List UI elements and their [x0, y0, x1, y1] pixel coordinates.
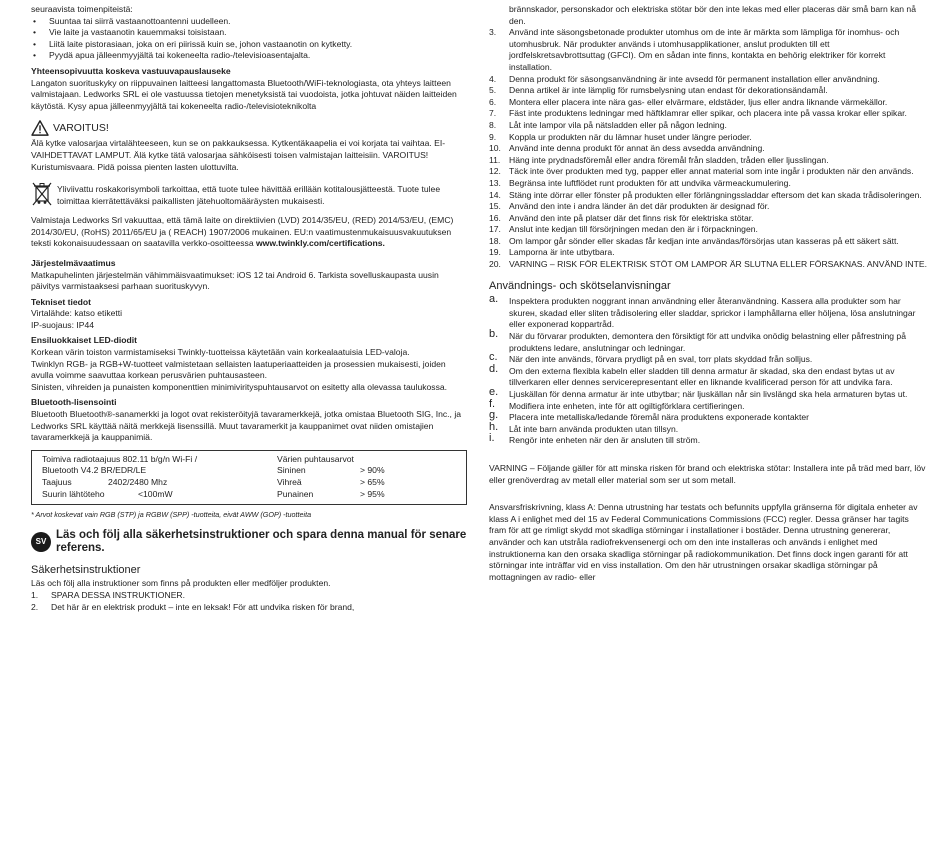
intro-text: seuraavista toimenpiteistä: — [31, 4, 133, 14]
list-item: 8. Låt inte lampor vila på nätsladden eller på någon ledning. — [489, 119, 727, 130]
crossed-bin-icon — [31, 181, 53, 207]
tech-line-1: Virtalähde: katso etiketti — [31, 308, 123, 319]
footnote: * Arvot koskevat vain RGB (STP) ja RGBW (SPP) -tuotteita, eivät AWW (GOP) -tuotteita — [31, 510, 312, 520]
list-item: • Pyydä apua jälleenmyyjältä tai kokeneelta radio-/televisioasentajalta. — [31, 50, 467, 62]
list-item: 14. Stäng inte dörrar eller fönster på produkten eller förlängningssladdar eftersom det kan skada trådisoleringen. — [489, 189, 922, 200]
care-list — [489, 293, 927, 447]
safety-title: Säkerhetsinstruktioner — [31, 563, 141, 576]
compat-text: Langaton suorituskyky on riippuvainen laitteesi langattomasta Bluetooth/WiFi-teknologiasta, ota yhteys laitteen valmistajaan. Ledworks SRL ei ole vastuussa tietojen menetyksistä tai vuodoista, jotka johtuvat näiden laitteiden käytöstä. Kysy apua jälleenmyyjältä tai kokeneelta radio-/televisioteknikolta — [31, 77, 457, 111]
compat-title: Yhteensopivuutta koskeva vastuuvapauslauseke — [31, 65, 231, 76]
radio-line-2: Bluetooth V4.2 BR/EDR/LE — [42, 465, 147, 476]
list-item: i. Rengör inte enheten när den är ansluten till ström. — [489, 432, 701, 446]
weee-block — [31, 181, 467, 207]
safety-intro: Läs och följ alla instruktioner som finns på produkten eller medföljer produkten. — [31, 578, 331, 589]
list-item: • Suuntaa tai siirrä vastaanottoantenni uudelleen. — [31, 16, 467, 28]
warning-title: VAROITUS! — [53, 121, 109, 134]
sysreq-text: Matkapuhelinten järjestelmän vähimmäisvaatimukset: iOS 12 tai Android 6. Tarkista sovelluskaupasta uusin päivitys varmistaaksesi parhaan suorituskyvyn. — [31, 269, 439, 292]
purity-row: Sininen > 90% — [277, 465, 385, 476]
list-item: g. Placera inte metalliska/ledande föremål nära produktens exponerade kontakter — [489, 409, 810, 423]
radio-spec — [42, 454, 277, 500]
list-item: e. Ljuskällan för denna armatur är inte utbytbar; när ljuskällan når sin livslängd ska hela armaturen bytas ut. — [489, 386, 908, 399]
tech-line-2: IP-suojaus: IP44 — [31, 319, 95, 330]
list-item: 7. Fäst inte produktens ledningar med häftklamrar eller spikar, och placera inte på vassa krokar eller spikar. — [489, 108, 907, 119]
list-item: 17. Anslut inte kedjan till försörjningen medan den är i förpackningen. — [489, 224, 758, 235]
safety-list — [31, 590, 467, 613]
purity-spec — [277, 454, 447, 500]
led-text-1: Korkean värin toiston varmistamiseksi Twinkly-tuotteissa käytetään vain korkealaatuisia LED-valoja. — [31, 347, 410, 358]
bt-title: Bluetooth-lisensointi — [31, 397, 117, 408]
led-text-3: Sinisten, vihreiden ja punaisten komponenttien minimivirityspuhtausarvot on esitetty alla olevassa taulukossa. — [31, 381, 448, 392]
spec-table — [31, 450, 467, 505]
list-item: 2. Det här är en elektrisk produkt – inte en leksak! För att undvika risken för brand, — [31, 601, 355, 612]
right-column — [489, 4, 927, 583]
list-item: 20. VARNING – RISK FÖR ELEKTRISK STÖT OM LAMPOR ÄR SLUTNA ELLER FÖRSAKNAS. ANVÄND INTE. — [489, 259, 928, 270]
bt-text: Bluetooth Bluetooth®-sanamerkki ja logot ovat rekisteröityjä tavaramerkkejä, jotka omistaa Bluetooth SIG, Inc., ja Ledworks SRL käyttää näitä merkkejä lisenssillä. Muut tavaramerkit ja kauppanimet ovat niiden omistajien tavaramerkkejä ja kauppanimiä. — [31, 409, 462, 443]
fire-warning-text: VARNING – Följande gäller för att minska risken för brand och elektriska stötar: Installera inte på träd med barr, löv eller grenöverdrag av metall eller material som ser ut som metall. — [489, 462, 926, 485]
warning-text: Älä kytke valosarjaa virtalähteeseen, kun se on pakkauksessa. Kytkentäkaapelia ei voi korjata tai vaihtaa. EI-VAIHDETTAVAT LAMPUT. Älä kytke tätä valosarjaa sähköisesti toisen valmistajan laitteisiin. VAROITUS! Kuristumisvaara. Pidä poissa pienten lasten ulottuvilta. — [31, 138, 446, 172]
led-text-2: Twinklyn RGB- ja RGB+W-tuotteet valmistetaan sellaisten laatuperiaatteiden ja prosessien mukaisesti, joiden avulla voimme saavuttaa korkean perusvärien puhtausasteen. — [31, 358, 446, 381]
list-item: 3. Använd inte säsongsbetonade produkter utomhus om de inte är märkta som lämpliga för inomhus- och utomhusbruk. När produkter används i utomhusapplikationer, anslut produkten till ett jordfelskretsavbrottsuttag (GFCI). Om en sådan inte finns, kontakta en behörig elektriker för korrekt installation. — [489, 27, 900, 72]
list-item: f. Modifiera inte enheten, inte för att ogiltigförklara certifieringen. — [489, 397, 745, 411]
remedy-list — [31, 16, 467, 62]
language-badge: SV — [31, 532, 51, 552]
warning-triangle-icon — [31, 120, 49, 136]
freq-row: Taajuus 2402/2480 Mhz — [42, 477, 168, 487]
list-item: b. När du förvarar produkten, demontera den försiktigt för att undvika onödig belastning eller påfrestning på produktens ledare, anslutningar och ledningar. — [489, 328, 906, 353]
purity-row: Punainen > 95% — [277, 488, 385, 499]
safety-list-continued — [489, 27, 927, 270]
left-column — [31, 4, 467, 613]
list-item: c. När den inte används, förvara prydligt på en sval, torr plats skyddad från solljus. — [489, 351, 813, 365]
warning-heading — [31, 120, 467, 136]
list-item: 16. Använd den inte på platser där det finns risk för elektriska stötar. — [489, 212, 754, 223]
list-item: 19. Lamporna är inte utbytbara. — [489, 247, 615, 258]
fcc-text: Ansvarsfriskrivning, klass A: Denna utrustning har testats och befunnits uppfylla gränserna för digitala enheter av klass A i enlighet med del 15 av Federal Communications Commissions (FCC) regler. Dessa gränser har tagits fram för att ge rimligt skydd mot skadliga störningar i installationer i bostäder. Denna utrustning genererar, använder och kan utstråla radiofrekvensenergi och om den inte installeras och används i enlighet med instruktionerna kan den orsaka skadliga störningar på radiokommunikation. Det finns dock ingen garanti för att störningar inte inträffar vid en viss installation. Om den här utrustningen orsakar skadliga störningar på mottagningen av radio- eller — [489, 502, 918, 582]
list-item: 13. Begränsa inte luftflödet runt produkten för att undvika värmeackumulering. — [489, 177, 791, 188]
list-item: 9. Koppla ur produkten när du lämnar huset under längre perioder. — [489, 131, 752, 142]
list-item: 1. SPARA DESSA INSTRUKTIONER. — [31, 589, 186, 600]
list-item: 10. Använd inte denna produkt för annat än dess avsedda användning. — [489, 143, 765, 154]
continued-text: brännskador, personskador och elektriska stötar bör den inte lekas med eller placeras där små barn kan nå den. — [509, 4, 916, 26]
purity-title: Värien puhtausarvot — [277, 453, 354, 464]
radio-line-1: Toimiva radiotaajuus 802.11 b/g/n Wi-Fi / — [42, 453, 198, 464]
list-item: • Liitä laite pistorasiaan, joka on eri piirissä kuin se, johon vastaanotin on kytketty. — [31, 39, 467, 51]
list-item: 4. Denna produkt för säsongsanvändning är inte avsedd för permanent installation eller användning. — [489, 73, 880, 84]
purity-row: Vihreä > 65% — [277, 477, 385, 487]
list-item: 5. Denna artikel är inte lämplig för rumsbelysning utan endast för dekorationsändamål. — [489, 85, 828, 96]
list-item: 12. Täck inte över produkten med tyg, papper eller annat material som inte ingår i produkten när den används. — [489, 166, 914, 177]
list-item: 6. Montera eller placera inte nära gas- eller elvärmare, eldstäder, ljus eller andra liknande värmekällor. — [489, 96, 888, 107]
conformity-text: Valmistaja Ledworks Srl vakuuttaa, että tämä laite on direktiivien (LVD) 2014/35/EU, (RED) 2014/53/EU, (EMC) 2014/30/EU, (RoHS) 2011/65/EU ja ( REACH) 1907/2006 mukainen. EU:n vaatimustenmukaisuusvakuutuksen teksti kokonaisuudessaan on saatavilla verkko-osoitteessa www.twinkly.com/certifications. — [31, 215, 454, 249]
led-title: Ensiluokkaiset LED-diodit — [31, 335, 138, 346]
sv-heading-text: Läs och följ alla säkerhetsinstruktioner och spara denna manual för senare referens. — [56, 528, 467, 554]
power-row: Suurin lähtöteho <100mW — [42, 488, 173, 499]
tech-title: Tekniset tiedot — [31, 296, 92, 307]
list-item: d. Om den externa flexibla kabeln eller sladden till denna armatur är skadad, ska den endast bytas ut av tillverkaren eller dennes servicerepresentant eller en liknande kvalificerad person för att undvika fara. — [489, 362, 895, 388]
list-item: h. Låt inte barn använda produkten utan tillsyn. — [489, 420, 679, 434]
list-item: a. Inspektera produkten noggrant innan användning eller återanvändning. Kassera alla produkter som har skurен, skadad eller sliten trådisolering eller sladdar, sprickor i lamphållarna eller höljena, lösa anslutningar eller exponerad koppartråd. — [489, 293, 916, 330]
care-title: Användnings- och skötselanvisningar — [489, 279, 671, 292]
weee-text: Yliviivattu roskakorisymboli tarkoittaa, että tuote tulee hävittää erillään kotitalousjätteestä. Tuote tulee toimittaa kierrätettäväksi paikallisten jätehuoltomääräysten mukaisesti. — [57, 183, 441, 206]
certifications-link[interactable]: www.twinkly.com/certifications. — [256, 238, 385, 249]
list-item: • Vie laite ja vastaanotin kauemmaksi toisistaan. — [31, 27, 467, 39]
sv-heading — [31, 529, 467, 555]
sysreq-title: Järjestelmävaatimus — [31, 257, 116, 268]
list-item: 11. Häng inte prydnadsföremål eller andra föremål från sladden, tråden eller ljusslingan. — [489, 154, 829, 165]
list-item: 15. Använd den inte i andra länder än det där produkten är designad för. — [489, 201, 770, 212]
list-item: 18. Om lampor går sönder eller skadas får kedjan inte användas/försörjas utan kasseras på ett säkert sätt. — [489, 235, 899, 246]
